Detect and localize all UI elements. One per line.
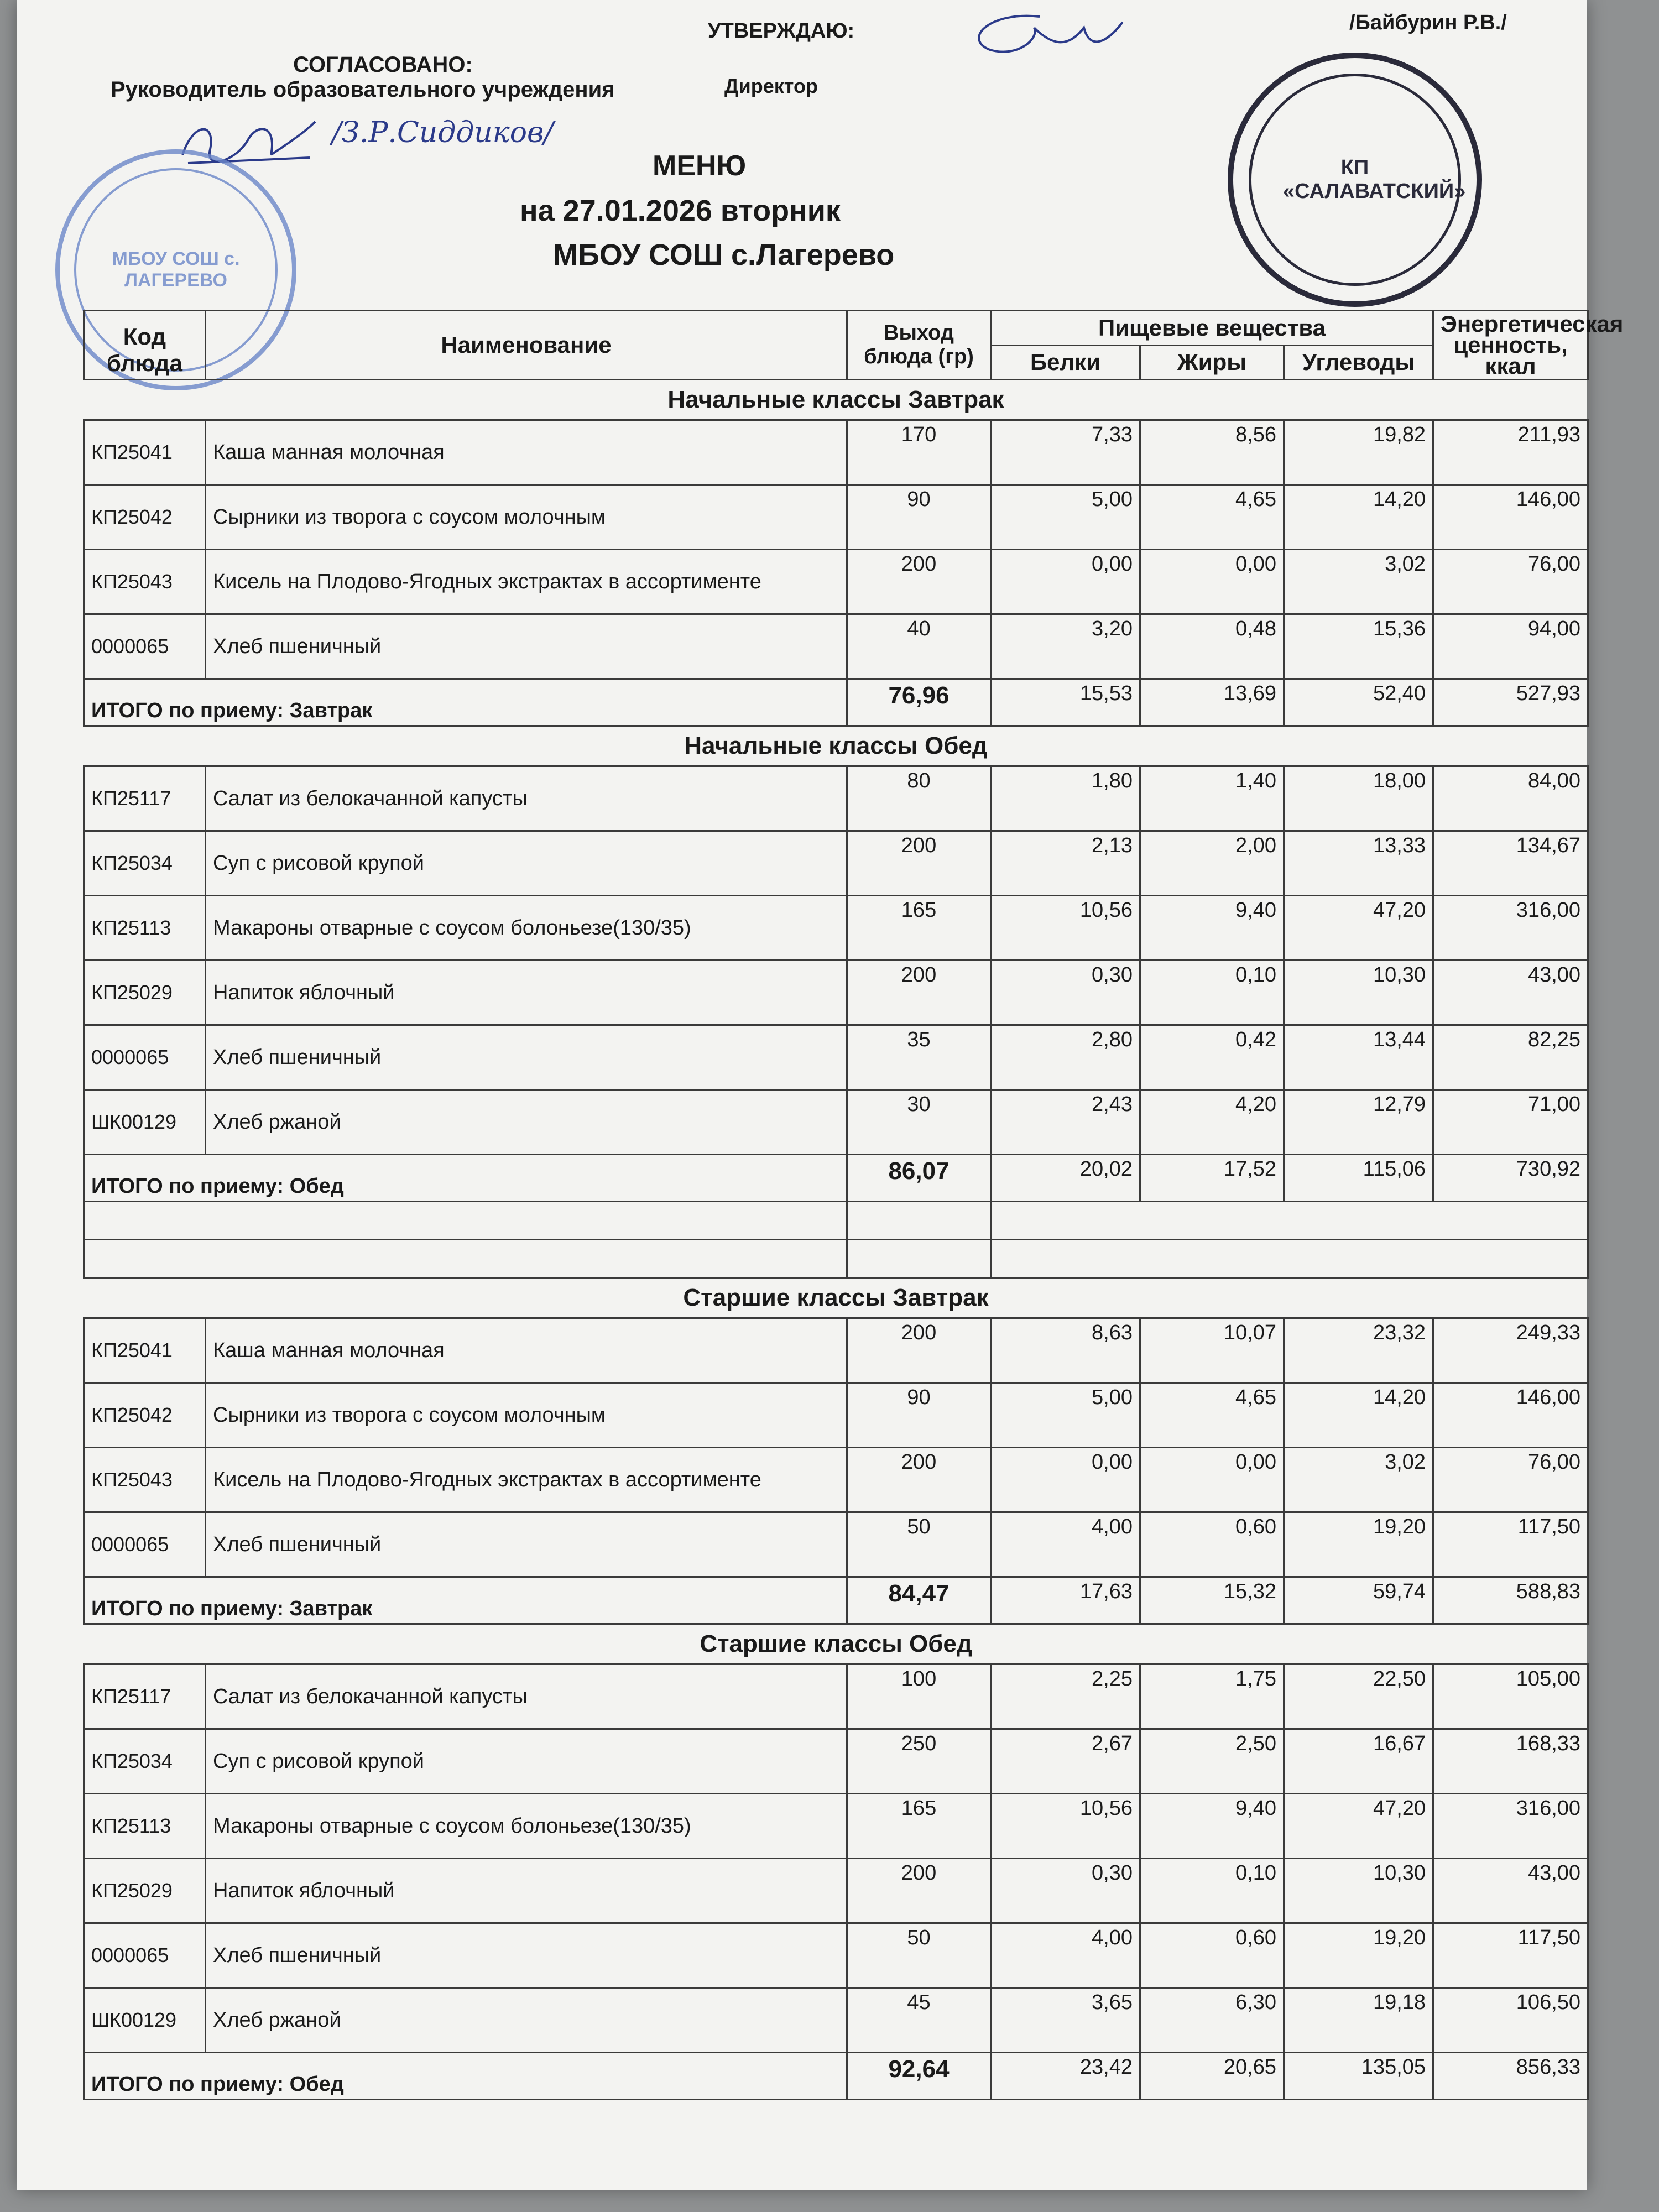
table-cell-energy: 117,50: [1433, 1512, 1588, 1577]
total-carbs: 59,74: [1284, 1577, 1433, 1624]
table-cell-fat: 0,60: [1140, 1923, 1284, 1988]
organization-stamp: [1228, 53, 1482, 307]
col-protein: Белки: [991, 345, 1140, 380]
table-cell-protein: 2,13: [991, 831, 1140, 896]
table-row: [84, 1988, 1588, 2053]
table-cell-name: Макароны отварные с соусом болоньезе(130/35): [206, 1794, 847, 1859]
director-label: Директор: [724, 75, 818, 97]
table-cell-yield: 200: [847, 831, 991, 896]
table-cell-yield: 50: [847, 1923, 991, 1988]
table-cell-protein: 4,00: [991, 1512, 1140, 1577]
table-cell-protein: 7,33: [991, 420, 1140, 485]
blank-cell: [84, 1202, 847, 1240]
table-cell-energy: 105,00: [1433, 1665, 1588, 1729]
table-cell-protein: 1,80: [991, 766, 1140, 831]
table-cell-name: Салат из белокачанной капусты: [206, 1665, 847, 1729]
section-header: [84, 1624, 1588, 1665]
table-row: [84, 1448, 1588, 1512]
table-cell-protein: 8,63: [991, 1318, 1140, 1383]
table-cell-carbs: 47,20: [1284, 1794, 1433, 1859]
table-cell-yield: 200: [847, 550, 991, 614]
table-cell-carbs: 19,82: [1284, 420, 1433, 485]
director-signature: [957, 6, 1134, 66]
table-cell-yield: 165: [847, 896, 991, 961]
total-yield: 76,96: [847, 679, 991, 726]
table-cell-carbs: 13,44: [1284, 1025, 1433, 1090]
organization-stamp-text: КП «САЛАВАТСКИЙ»: [1283, 156, 1466, 203]
total-row: [84, 2053, 1588, 2100]
col-code: Код блюда: [84, 311, 206, 380]
table-cell-code: 0000065: [84, 1512, 206, 1577]
table-cell-code: КП25113: [84, 896, 206, 961]
table-cell-fat: 2,50: [1140, 1729, 1284, 1794]
table-cell-protein: 4,00: [991, 1923, 1140, 1988]
table-cell-code: КП25043: [84, 1448, 206, 1512]
table-cell-energy: 168,33: [1433, 1729, 1588, 1794]
table-cell-yield: 90: [847, 485, 991, 550]
table-cell-yield: 200: [847, 1318, 991, 1383]
table-cell-energy: 76,00: [1433, 1448, 1588, 1512]
table-cell-fat: 2,00: [1140, 831, 1284, 896]
table-row: [84, 485, 1588, 550]
total-energy: 730,92: [1433, 1155, 1588, 1202]
section-title: Начальные классы Обед: [84, 726, 1588, 766]
total-protein: 23,42: [991, 2053, 1140, 2100]
school-name: МБОУ СОШ с.Лагерево: [553, 238, 895, 272]
total-row: [84, 1155, 1588, 1202]
total-fat: 17,52: [1140, 1155, 1284, 1202]
table-cell-carbs: 23,32: [1284, 1318, 1433, 1383]
page-title: МЕНЮ: [653, 150, 747, 182]
table-cell-code: КП25117: [84, 766, 206, 831]
table-cell-code: КП25041: [84, 1318, 206, 1383]
table-cell-yield: 45: [847, 1988, 991, 2053]
table-cell-energy: 82,25: [1433, 1025, 1588, 1090]
total-label: ИТОГО по приему: Обед: [84, 1155, 847, 1202]
table-cell-name: Сырники из творога с соусом молочным: [206, 1383, 847, 1448]
menu-sheet: [17, 0, 1624, 2190]
table-cell-name: Напиток яблочный: [206, 1859, 847, 1923]
table-cell-fat: 4,65: [1140, 485, 1284, 550]
table-cell-name: Сырники из творога с соусом молочным: [206, 485, 847, 550]
table-cell-carbs: 14,20: [1284, 1383, 1433, 1448]
table-cell-energy: 316,00: [1433, 896, 1588, 961]
table-cell-code: 0000065: [84, 1025, 206, 1090]
blank-cell: [847, 1202, 991, 1240]
table-cell-fat: 9,40: [1140, 1794, 1284, 1859]
total-label: ИТОГО по приему: Завтрак: [84, 1577, 847, 1624]
table-row: [84, 1859, 1588, 1923]
table-cell-yield: 40: [847, 614, 991, 679]
table-cell-carbs: 19,20: [1284, 1512, 1433, 1577]
table-cell-code: КП25034: [84, 831, 206, 896]
table-cell-energy: 76,00: [1433, 550, 1588, 614]
table-cell-fat: 0,60: [1140, 1512, 1284, 1577]
table-cell-code: КП25029: [84, 1859, 206, 1923]
table-cell-carbs: 13,33: [1284, 831, 1433, 896]
section-title: Начальные классы Завтрак: [84, 380, 1588, 420]
table-cell-fat: 9,40: [1140, 896, 1284, 961]
total-row: [84, 679, 1588, 726]
table-cell-code: КП25042: [84, 485, 206, 550]
section-header: [84, 1278, 1588, 1318]
total-protein: 15,53: [991, 679, 1140, 726]
table-cell-fat: 4,65: [1140, 1383, 1284, 1448]
table-cell-yield: 35: [847, 1025, 991, 1090]
table-row: [84, 1665, 1588, 1729]
total-protein: 17,63: [991, 1577, 1140, 1624]
table-cell-name: Напиток яблочный: [206, 961, 847, 1025]
table-row: [84, 614, 1588, 679]
table-cell-code: КП25034: [84, 1729, 206, 1794]
table-cell-code: КП25041: [84, 420, 206, 485]
table-cell-code: КП25113: [84, 1794, 206, 1859]
table-cell-protein: 10,56: [991, 896, 1140, 961]
table-cell-name: Кисель на Плодово-Ягодных экстрактах в ассортименте: [206, 550, 847, 614]
table-row: [84, 961, 1588, 1025]
table-cell-energy: 43,00: [1433, 961, 1588, 1025]
total-row: [84, 1577, 1588, 1624]
blank-cell: [991, 1202, 1588, 1240]
table-cell-fat: 6,30: [1140, 1988, 1284, 2053]
col-nutrients: Пищевые вещества: [991, 311, 1433, 346]
agreed-signature: /З.Р.Сиддиков/: [332, 116, 554, 149]
table-cell-energy: 249,33: [1433, 1318, 1588, 1383]
table-cell-energy: 134,67: [1433, 831, 1588, 896]
table-cell-fat: 0,00: [1140, 550, 1284, 614]
table-cell-fat: 0,10: [1140, 1859, 1284, 1923]
table-body: [84, 380, 1588, 2100]
table-cell-fat: 1,75: [1140, 1665, 1284, 1729]
table-row: [84, 1383, 1588, 1448]
table-cell-energy: 316,00: [1433, 1794, 1588, 1859]
table-cell-fat: 1,40: [1140, 766, 1284, 831]
table-cell-protein: 0,00: [991, 550, 1140, 614]
table-row: [84, 1318, 1588, 1383]
table-cell-yield: 50: [847, 1512, 991, 1577]
table-cell-code: 0000065: [84, 1923, 206, 1988]
table-cell-carbs: 16,67: [1284, 1729, 1433, 1794]
total-carbs: 135,05: [1284, 2053, 1433, 2100]
total-carbs: 115,06: [1284, 1155, 1433, 1202]
table-cell-name: Хлеб пшеничный: [206, 1923, 847, 1988]
table-cell-yield: 165: [847, 1794, 991, 1859]
table-cell-energy: 71,00: [1433, 1090, 1588, 1155]
table-cell-yield: 30: [847, 1090, 991, 1155]
table-cell-carbs: 10,30: [1284, 1859, 1433, 1923]
table-cell-yield: 170: [847, 420, 991, 485]
table-cell-carbs: 14,20: [1284, 485, 1433, 550]
table-cell-protein: 0,00: [991, 1448, 1140, 1512]
table-cell-name: Суп с рисовой крупой: [206, 831, 847, 896]
table-cell-energy: 117,50: [1433, 1923, 1588, 1988]
table-cell-energy: 211,93: [1433, 420, 1588, 485]
school-stamp-text: МБОУ СОШ с. ЛАГЕРЕВО: [112, 248, 240, 291]
table-cell-name: Хлеб ржаной: [206, 1988, 847, 2053]
table-cell-name: Хлеб пшеничный: [206, 1512, 847, 1577]
table-row: [84, 1729, 1588, 1794]
table-row: [84, 1512, 1588, 1577]
agreed-position: Руководитель образовательного учреждения: [111, 77, 615, 102]
blank-cell: [991, 1240, 1588, 1278]
table-cell-yield: 90: [847, 1383, 991, 1448]
table-cell-fat: 0,10: [1140, 961, 1284, 1025]
approved-label: УТВЕРЖДАЮ:: [708, 19, 855, 43]
table-row: [84, 420, 1588, 485]
total-carbs: 52,40: [1284, 679, 1433, 726]
table-cell-code: КП25043: [84, 550, 206, 614]
table-cell-name: Салат из белокачанной капусты: [206, 766, 847, 831]
table-cell-energy: 84,00: [1433, 766, 1588, 831]
table-cell-fat: 4,20: [1140, 1090, 1284, 1155]
section-title: Старшие классы Обед: [84, 1624, 1588, 1665]
table-cell-carbs: 22,50: [1284, 1665, 1433, 1729]
table-cell-yield: 80: [847, 766, 991, 831]
total-energy: 588,83: [1433, 1577, 1588, 1624]
table-cell-carbs: 3,02: [1284, 550, 1433, 614]
table-cell-name: Каша манная молочная: [206, 420, 847, 485]
table-cell-fat: 8,56: [1140, 420, 1284, 485]
table-cell-yield: 200: [847, 1448, 991, 1512]
total-yield: 92,64: [847, 2053, 991, 2100]
col-yield: Выход блюда (гр): [847, 311, 991, 380]
table-cell-protein: 2,25: [991, 1665, 1140, 1729]
table-cell-protein: 2,43: [991, 1090, 1140, 1155]
table-cell-carbs: 12,79: [1284, 1090, 1433, 1155]
table-cell-name: Хлеб ржаной: [206, 1090, 847, 1155]
table-cell-energy: 43,00: [1433, 1859, 1588, 1923]
table-cell-carbs: 10,30: [1284, 961, 1433, 1025]
table-row: [84, 896, 1588, 961]
table-row: [84, 1090, 1588, 1155]
table-cell-fat: 0,42: [1140, 1025, 1284, 1090]
table-cell-energy: 146,00: [1433, 485, 1588, 550]
table-row: [84, 1923, 1588, 1988]
table-cell-name: Кисель на Плодово-Ягодных экстрактах в ассортименте: [206, 1448, 847, 1512]
col-name: Наименование: [206, 311, 847, 380]
table-cell-protein: 2,80: [991, 1025, 1140, 1090]
section-header: [84, 380, 1588, 420]
table-cell-protein: 0,30: [991, 961, 1140, 1025]
table-cell-code: КП25042: [84, 1383, 206, 1448]
table-header: [84, 311, 1624, 380]
table-cell-protein: 5,00: [991, 1383, 1140, 1448]
blank-row: [84, 1202, 1588, 1240]
table-cell-protein: 3,20: [991, 614, 1140, 679]
table-cell-carbs: 47,20: [1284, 896, 1433, 961]
blank-row: [84, 1240, 1588, 1278]
table-cell-energy: 146,00: [1433, 1383, 1588, 1448]
blank-cell: [84, 1240, 847, 1278]
table-cell-code: КП25029: [84, 961, 206, 1025]
table-row: [84, 1025, 1588, 1090]
table-cell-yield: 100: [847, 1665, 991, 1729]
approved-name: /Байбурин Р.В./: [1349, 11, 1507, 34]
table-cell-name: Каша манная молочная: [206, 1318, 847, 1383]
col-carbs: Углеводы: [1284, 345, 1433, 380]
table-row: [84, 766, 1588, 831]
total-energy: 527,93: [1433, 679, 1588, 726]
total-fat: 20,65: [1140, 2053, 1284, 2100]
table-cell-name: Хлеб пшеничный: [206, 1025, 847, 1090]
table-cell-fat: 0,48: [1140, 614, 1284, 679]
table-cell-energy: 94,00: [1433, 614, 1588, 679]
table-cell-name: Хлеб пшеничный: [206, 614, 847, 679]
table-cell-code: 0000065: [84, 614, 206, 679]
menu-table: [83, 310, 1624, 2100]
table-cell-yield: 250: [847, 1729, 991, 1794]
section-title: Старшие классы Завтрак: [84, 1278, 1588, 1318]
col-fat: Жиры: [1140, 345, 1284, 380]
table-row: [84, 831, 1588, 896]
agreed-label: СОГЛАСОВАНО:: [293, 53, 473, 77]
table-cell-code: ШК00129: [84, 1090, 206, 1155]
table-cell-code: ШК00129: [84, 1988, 206, 2053]
menu-date: на 27.01.2026 вторник: [520, 194, 841, 227]
total-protein: 20,02: [991, 1155, 1140, 1202]
table-cell-fat: 0,00: [1140, 1448, 1284, 1512]
table-cell-code: КП25117: [84, 1665, 206, 1729]
table-cell-protein: 5,00: [991, 485, 1140, 550]
table-cell-yield: 200: [847, 961, 991, 1025]
table-cell-carbs: 18,00: [1284, 766, 1433, 831]
section-header: [84, 726, 1588, 766]
total-yield: 84,47: [847, 1577, 991, 1624]
total-label: ИТОГО по приему: Обед: [84, 2053, 847, 2100]
table-cell-carbs: 19,20: [1284, 1923, 1433, 1988]
total-label: ИТОГО по приему: Завтрак: [84, 679, 847, 726]
table-cell-protein: 10,56: [991, 1794, 1140, 1859]
table-cell-name: Суп с рисовой крупой: [206, 1729, 847, 1794]
table-cell-protein: 0,30: [991, 1859, 1140, 1923]
table-row: [84, 550, 1588, 614]
table-cell-protein: 3,65: [991, 1988, 1140, 2053]
total-fat: 15,32: [1140, 1577, 1284, 1624]
total-energy: 856,33: [1433, 2053, 1588, 2100]
table-cell-carbs: 15,36: [1284, 614, 1433, 679]
table-cell-fat: 10,07: [1140, 1318, 1284, 1383]
table-cell-carbs: 19,18: [1284, 1988, 1433, 2053]
table-cell-energy: 106,50: [1433, 1988, 1588, 2053]
total-yield: 86,07: [847, 1155, 991, 1202]
col-energy: Энергетическая ценность, ккал: [1433, 311, 1588, 380]
table-row: [84, 1794, 1588, 1859]
table-cell-carbs: 3,02: [1284, 1448, 1433, 1512]
total-fat: 13,69: [1140, 679, 1284, 726]
table-cell-name: Макароны отварные с соусом болоньезе(130/35): [206, 896, 847, 961]
table-cell-yield: 200: [847, 1859, 991, 1923]
blank-cell: [847, 1240, 991, 1278]
table-cell-protein: 2,67: [991, 1729, 1140, 1794]
